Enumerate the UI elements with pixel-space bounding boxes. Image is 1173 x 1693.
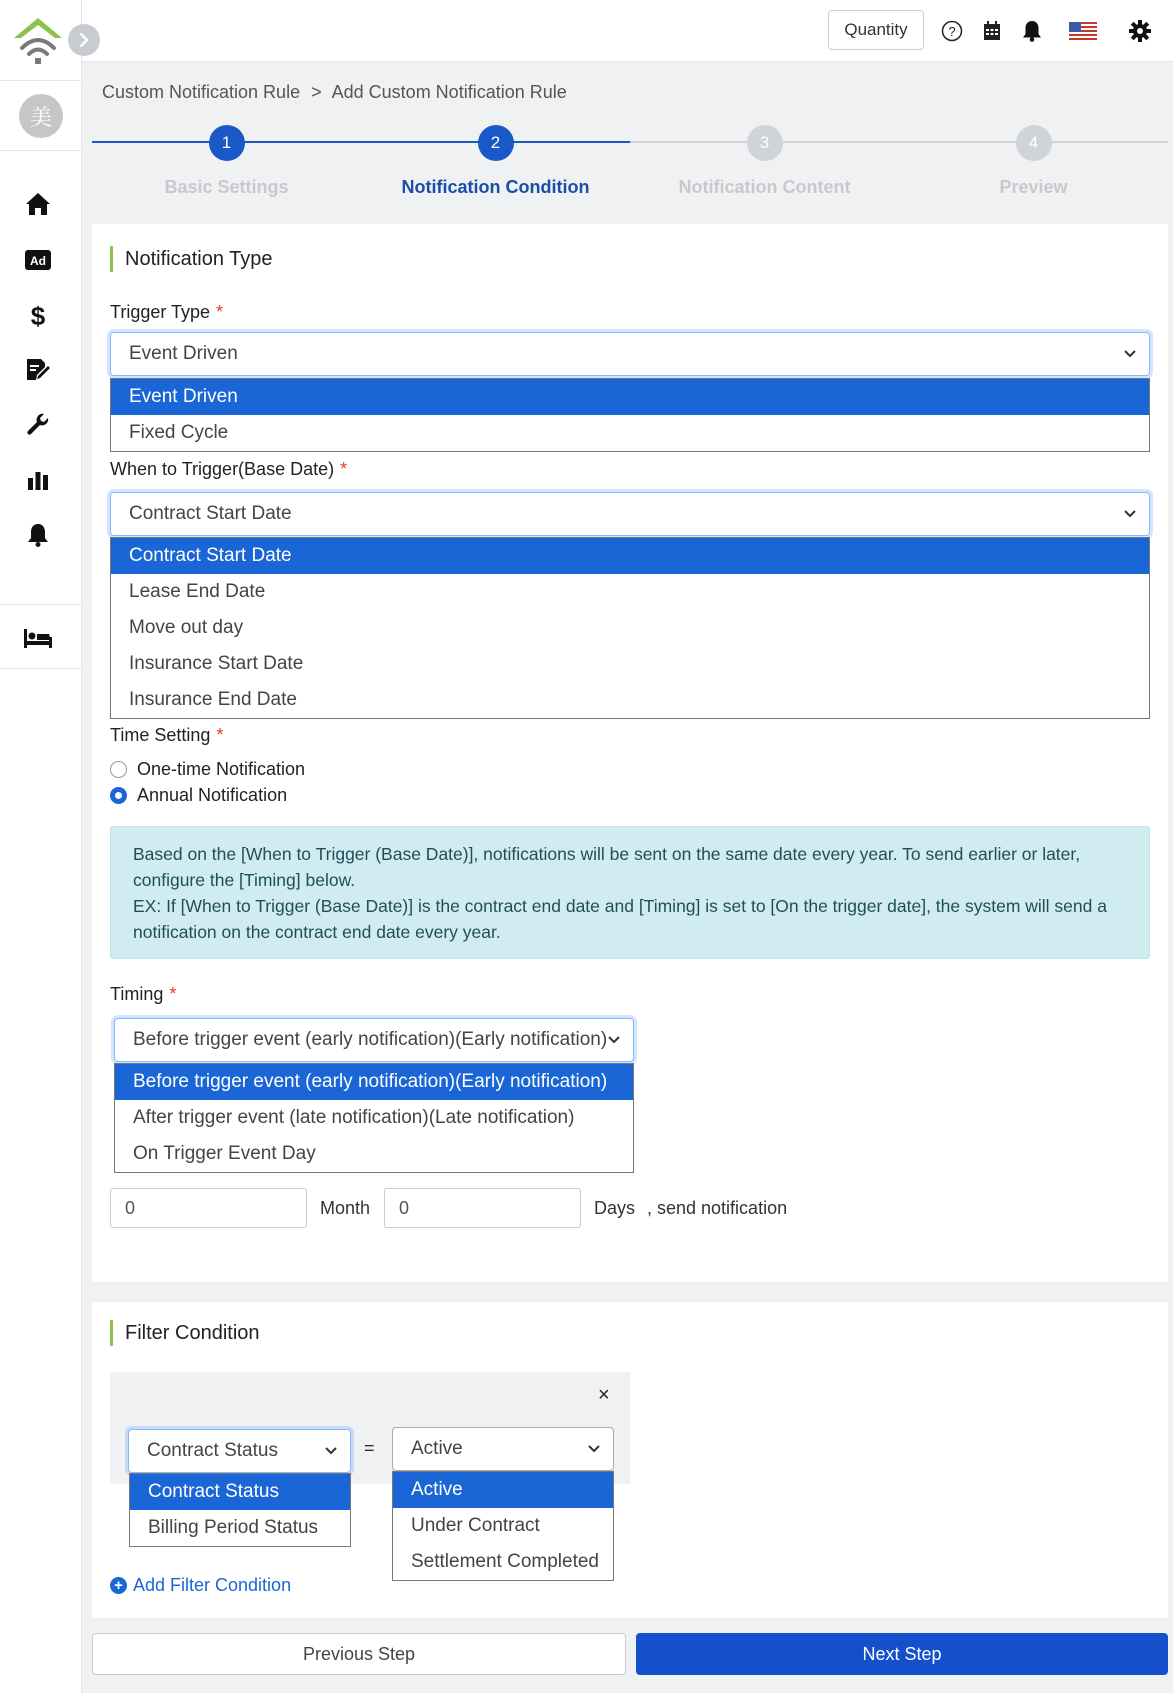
timing-label: Timing *: [110, 984, 177, 1004]
home-icon[interactable]: [22, 188, 54, 220]
days-label: Days: [594, 1198, 636, 1218]
option-insurance-start-date[interactable]: Insurance Start Date: [129, 653, 304, 674]
filter-field-dropdown: [129, 1473, 351, 1547]
bar-chart-icon[interactable]: [22, 464, 54, 496]
trigger-type-select[interactable]: Event Driven: [110, 332, 1150, 376]
sidebar-divider: [0, 668, 82, 669]
radio-button[interactable]: [110, 761, 127, 778]
radio-annual[interactable]: [110, 785, 287, 806]
chevron-down-icon: [607, 1035, 621, 1045]
chevron-down-icon: [1123, 509, 1137, 519]
radio-label: Annual Notification: [137, 785, 288, 805]
option-billing-period-status[interactable]: Billing Period Status: [148, 1517, 319, 1538]
info-text: Based on the [When to Trigger (Base Date)], notifications will be sent on the same date every year. To send earlier or later, configure the [Timing] below.: [133, 844, 1081, 890]
trigger-type-dropdown: [110, 378, 1150, 452]
option-on-trigger-day[interactable]: On Trigger Event Day: [133, 1143, 316, 1164]
plus-circle-icon: +: [110, 1577, 127, 1594]
svg-text:$: $: [30, 301, 46, 329]
step-number: 2: [478, 125, 514, 161]
sidebar-expand-button[interactable]: [68, 24, 100, 56]
notification-type-card: [92, 224, 1168, 1282]
equals-operator: =: [364, 1438, 375, 1458]
option-move-out-day[interactable]: Move out day: [129, 617, 244, 638]
step-label: Notification Content: [678, 177, 851, 197]
months-input[interactable]: 0: [110, 1188, 307, 1228]
sidebar-divider: [0, 80, 82, 81]
next-step-button[interactable]: Next Step: [636, 1633, 1168, 1675]
filter-value-select[interactable]: Active: [392, 1427, 614, 1471]
step-number: 1: [209, 125, 245, 161]
chevron-down-icon: [324, 1446, 338, 1456]
option-settlement-completed[interactable]: Settlement Completed: [411, 1551, 599, 1572]
svg-text:Ad: Ad: [30, 254, 46, 268]
section-title: Filter Condition: [110, 1320, 260, 1346]
send-notification-suffix: , send notification: [647, 1198, 788, 1218]
option-lease-end-date[interactable]: Lease End Date: [129, 581, 266, 602]
step-label: Notification Condition: [401, 177, 590, 197]
logo[interactable]: [10, 14, 66, 64]
months-label: Month: [320, 1198, 371, 1218]
option-active[interactable]: Active: [393, 1472, 613, 1508]
avatar[interactable]: 美: [19, 94, 63, 138]
timing-dropdown: [114, 1063, 634, 1173]
option-insurance-end-date[interactable]: Insurance End Date: [129, 689, 297, 710]
base-date-select[interactable]: Contract Start Date: [110, 492, 1150, 536]
filter-field-select[interactable]: Contract Status: [128, 1429, 351, 1473]
add-filter-label: Add Filter Condition: [133, 1575, 292, 1595]
option-before-trigger[interactable]: Before trigger event (early notification)(Early notification): [115, 1064, 633, 1100]
sidebar-divider: [0, 150, 82, 151]
option-after-trigger[interactable]: After trigger event (late notification)(Late notification): [133, 1107, 575, 1128]
radio-label: One-time Notification: [137, 759, 306, 779]
timing-select[interactable]: Before trigger event (early notification)(Early notification): [114, 1018, 634, 1062]
bed-icon[interactable]: [22, 622, 54, 654]
trigger-type-label: Trigger Type *: [110, 302, 224, 322]
sidebar: [0, 0, 82, 1693]
quantity-button[interactable]: Quantity: [828, 10, 924, 50]
days-input[interactable]: 0: [384, 1188, 581, 1228]
info-example-text: EX: If [When to Trigger (Base Date)] is the contract end date and [Timing] is set to [On the trigger date], the system will send a notification on the contract end date every year.: [133, 896, 1107, 942]
previous-step-button[interactable]: Previous Step: [92, 1633, 626, 1675]
step-number: 4: [1016, 125, 1052, 161]
breadcrumb-separator: >: [311, 82, 322, 102]
base-date-label: When to Trigger(Base Date) *: [110, 459, 348, 479]
option-under-contract[interactable]: Under Contract: [411, 1515, 540, 1536]
option-contract-status[interactable]: Contract Status: [130, 1474, 350, 1510]
contract-edit-icon[interactable]: [22, 354, 54, 386]
step-label: Basic Settings: [164, 177, 289, 197]
filter-value-dropdown: [392, 1471, 614, 1581]
bell-icon[interactable]: [22, 519, 54, 551]
breadcrumb-current: Add Custom Notification Rule: [331, 82, 567, 102]
breadcrumb-parent[interactable]: Custom Notification Rule: [102, 82, 301, 102]
filter-condition-card: [92, 1302, 1168, 1618]
add-filter-condition-link[interactable]: [110, 1575, 291, 1596]
radio-button-checked[interactable]: [110, 787, 127, 804]
info-alert: [110, 826, 1150, 959]
radio-one-time[interactable]: [110, 759, 305, 780]
svg-text:?: ?: [948, 24, 956, 39]
wrench-icon[interactable]: [22, 409, 54, 441]
section-title: Notification Type: [110, 246, 273, 272]
time-setting-label: Time Setting *: [110, 725, 224, 745]
dollar-icon[interactable]: [22, 299, 54, 331]
close-icon[interactable]: ×: [598, 1384, 610, 1406]
step-label: Preview: [999, 177, 1068, 197]
chevron-down-icon: [587, 1444, 601, 1454]
option-event-driven[interactable]: Event Driven: [111, 379, 1149, 415]
chevron-down-icon: [1123, 349, 1137, 359]
option-contract-start-date[interactable]: Contract Start Date: [111, 538, 1149, 574]
ad-icon[interactable]: [22, 244, 54, 276]
sidebar-divider: [0, 604, 82, 605]
base-date-dropdown: [110, 537, 1150, 719]
option-fixed-cycle[interactable]: Fixed Cycle: [129, 422, 229, 443]
chevron-right-icon: [78, 33, 90, 47]
step-number: 3: [747, 125, 783, 161]
